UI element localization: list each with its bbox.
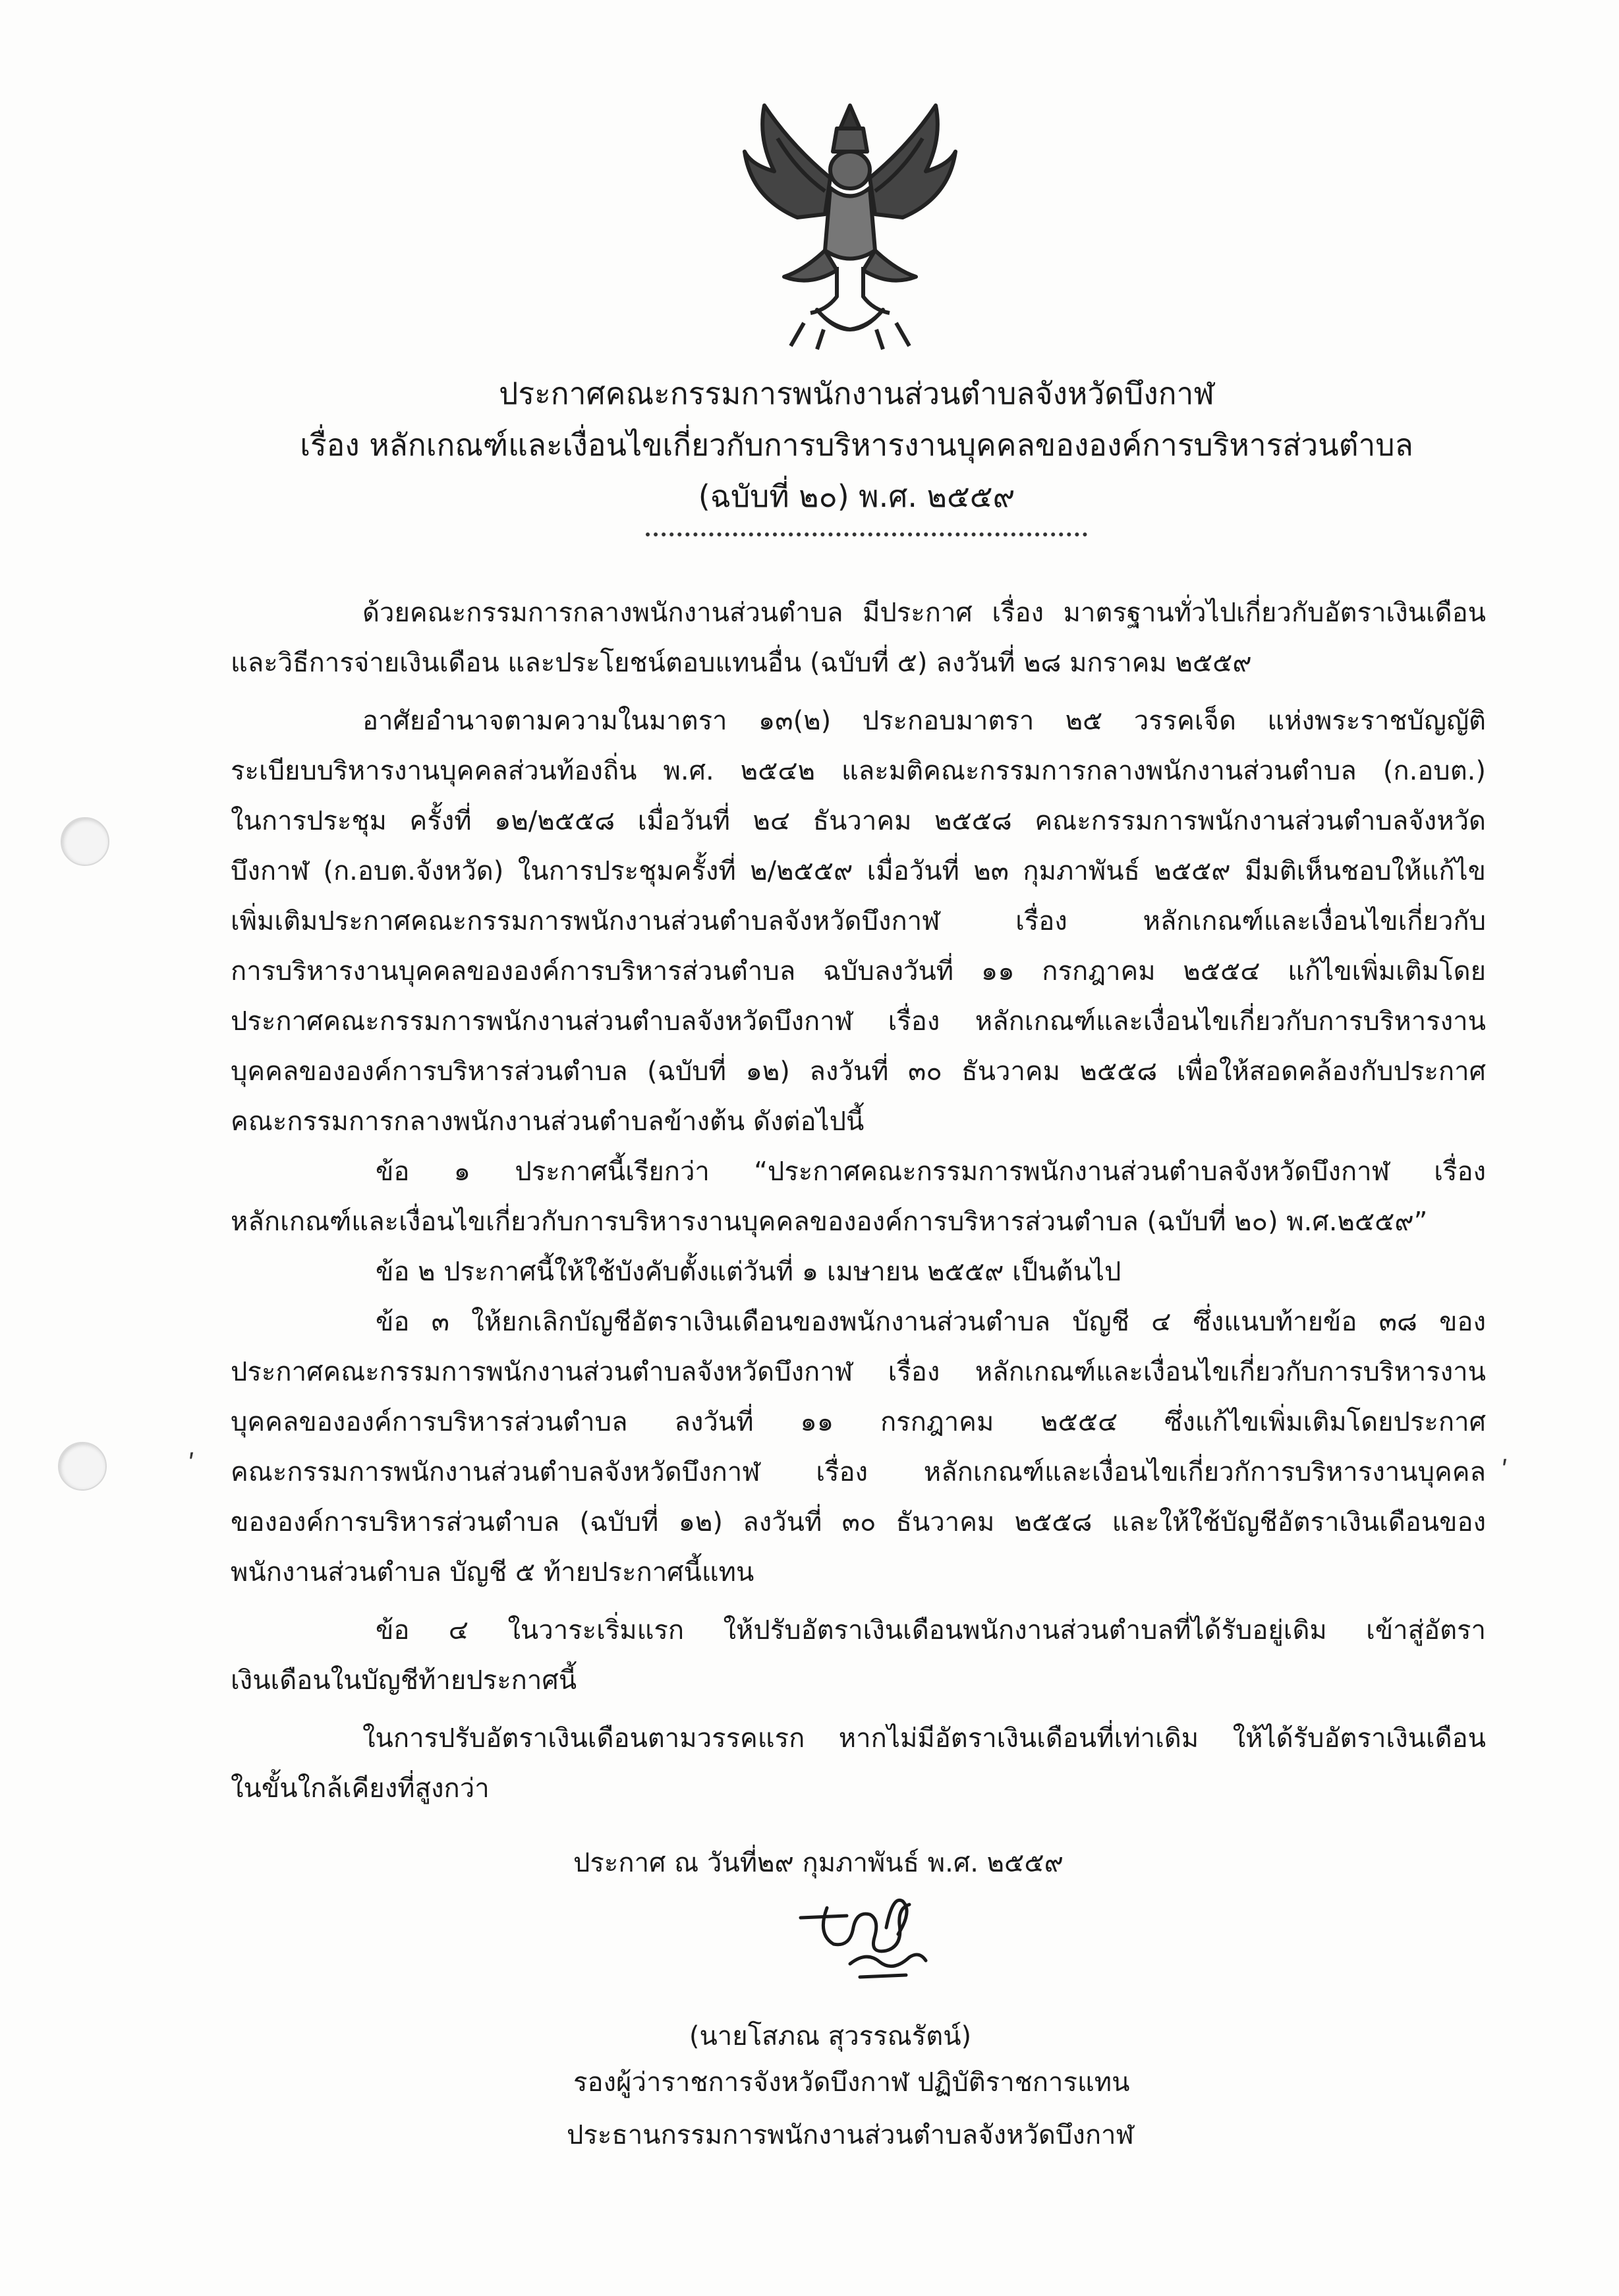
text-line: บึงกาฬ (ก.อบต.จังหวัด) ในการประชุมครั้งที่ ๒/๒๕๕๙ เมื่อวันที่ ๒๓ กุมภาพันธ์ ๒๕๕๙ มีมติเห็นชอบให้แก้ไข	[231, 856, 1486, 886]
text-line: หลักเกณฑ์และเงื่อนไขเกี่ยวกับการบริหารงานบุคคลขององค์การบริหารส่วนตำบล (ฉบับที่ ๒๐) พ.ศ.๒๕๕๙”	[231, 1207, 1428, 1237]
clause-2	[231, 1247, 1486, 1297]
text-line: ระเบียบบริหารงานบุคคลส่วนท้องถิ่น พ.ศ. ๒๕๔๒ และมติคณะกรรมการกลางพนักงานส่วนตำบล (ก.อบต.)	[231, 756, 1486, 786]
text-line: ข้อ ๒ ประกาศนี้ให้ใช้บังคับตั้งแต่วันที่ ๑ เมษายน ๒๕๕๙ เป็นต้นไป	[376, 1257, 1122, 1287]
punch-hole-bottom	[58, 1442, 107, 1491]
margin-tick-left: ʹ	[188, 1450, 196, 1480]
text-line: บุคคลขององค์การบริหารส่วนตำบล (ฉบับที่ ๑๒) ลงวันที่ ๓๐ ธันวาคม ๒๕๕๘ เพื่อให้สอดคล้องกับประกาศ	[231, 1056, 1486, 1087]
text-line: เงินเดือนในบัญชีท้ายประกาศนี้	[231, 1665, 577, 1696]
announcement-date	[573, 1842, 1364, 1884]
text-line: การบริหารงานบุคคลขององค์การบริหารส่วนตำบล ฉบับลงวันที่ ๑๑ กรกฎาคม ๒๕๕๔ แก้ไขเพิ่มเติมโดย	[231, 956, 1486, 987]
text-line: ข้อ ๓ ให้ยกเลิกบัญชีอัตราเงินเดือนของพนักงานส่วนตำบล บัญชี ๔ ซึ่งแนบท้ายข้อ ๓๘ ของ	[376, 1307, 1486, 1337]
text-line: และวิธีการจ่ายเงินเดือน และประโยชน์ตอบแทนอื่น (ฉบับที่ ๕) ลงวันที่ ๒๘ มกราคม ๒๕๕๙	[231, 648, 1252, 678]
signatory-title-deputy: รองผู้ว่าราชการจังหวัดบึงกาฬ ปฏิบัติราชการแทน	[573, 2067, 1130, 2098]
document-body	[231, 588, 1486, 1814]
text-line: ข้อ ๔ ในวาระเริ่มแรก ให้ปรับอัตราเงินเดือนพนักงานส่วนตำบลที่ได้รับอยู่เดิม เข้าสู่อัตรา	[376, 1615, 1486, 1646]
margin-tick-right: ʹ	[1501, 1456, 1509, 1487]
document-header	[198, 372, 1516, 517]
text-line: ในขั้นใกล้เคียงที่สูงกว่า	[231, 1773, 490, 1804]
text-line: อาศัยอำนาจตามความในมาตรา ๑๓(๒) ประกอบมาตรา ๒๕ วรรคเจ็ด แห่งพระราชบัญญัติ	[362, 706, 1486, 736]
paragraph-preamble	[231, 588, 1486, 688]
header-subject: เรื่อง หลักเกณฑ์และเงื่อนไขเกี่ยวกับการบริหารงานบุคคลขององค์การบริหารส่วนตำบล	[300, 427, 1413, 463]
signatory-titles	[567, 2061, 1226, 2156]
text-line: พนักงานส่วนตำบล บัญชี ๕ ท้ายประกาศนี้แทน	[231, 1557, 754, 1588]
handwritten-signature-icon	[787, 1888, 946, 1997]
paragraph-adjustment	[231, 1713, 1486, 1814]
text-line: ประกาศคณะกรรมการพนักงานส่วนตำบลจังหวัดบึงกาฬ เรื่อง หลักเกณฑ์และเงื่อนไขเกี่ยวกับการบริหารงาน	[231, 1357, 1486, 1387]
text-line: คณะกรรมการกลางพนักงานส่วนตำบลข้างต้น ดังต่อไปนี้	[231, 1106, 865, 1137]
text-line: คณะกรรมการพนักงานส่วนตำบลจังหวัดบึงกาฬ เรื่อง หลักเกณฑ์และเงื่อนไขเกี่ยวกัการบริหารงานบุคคล	[231, 1457, 1486, 1487]
header-title: ประกาศคณะกรรมการพนักงานส่วนตำบลจังหวัดบึงกาฬ	[499, 376, 1214, 411]
punch-hole-top	[61, 817, 109, 866]
text-line: ข้อ ๑ ประกาศนี้เรียกว่า “ประกาศคณะกรรมการพนักงานส่วนตำบลจังหวัดบึงกาฬ เรื่อง	[376, 1157, 1486, 1187]
text-line: เพิ่มเติมประกาศคณะกรรมการพนักงานส่วนตำบลจังหวัดบึงกาฬ เรื่อง หลักเกณฑ์และเงื่อนไขเกี่ยวกับ	[231, 906, 1486, 936]
paragraph-authority	[231, 696, 1486, 1147]
text-line: ในการประชุม ครั้งที่ ๑๒/๒๕๕๘ เมื่อวันที่ ๒๔ ธันวาคม ๒๕๕๘ คณะกรรมการพนักงานส่วนตำบลจังหวัด	[231, 806, 1486, 836]
clause-1	[231, 1147, 1486, 1247]
date-line: ประกาศ ณ วันที่๒๙ กุมภาพันธ์ พ.ศ. ๒๕๕๙	[573, 1848, 1064, 1878]
garuda-emblem-icon	[738, 99, 962, 353]
header-divider	[646, 532, 1087, 536]
text-line: บุคคลขององค์การบริหารส่วนตำบล ลงวันที่ ๑๑ กรกฎาคม ๒๕๕๔ ซึ่งแก้ไขเพิ่มเติมโดยประกาศ	[231, 1407, 1486, 1437]
signatory-name: (นายโสภณ สุวรรณรัตน์)	[689, 2021, 972, 2052]
text-line: ประกาศคณะกรรมการพนักงานส่วนตำบลจังหวัดบึงกาฬ เรื่อง หลักเกณฑ์และเงื่อนไขเกี่ยวกับการบริหารงาน	[231, 1006, 1486, 1037]
signatory-block	[567, 2015, 1094, 2057]
text-line: ในการปรับอัตราเงินเดือนตามวรรคแรก หากไม่มีอัตราเงินเดือนที่เท่าเดิม ให้ได้รับอัตราเงินเดือน	[362, 1723, 1486, 1754]
header-edition: (ฉบับที่ ๒๐) พ.ศ. ๒๕๕๙	[698, 478, 1015, 514]
clause-3	[231, 1297, 1486, 1597]
clause-4	[231, 1605, 1486, 1706]
signatory-title-chair: ประธานกรรมการพนักงานส่วนตำบลจังหวัดบึงกาฬ	[567, 2120, 1134, 2150]
text-line: ขององค์การบริหารส่วนตำบล (ฉบับที่ ๑๒) ลงวันที่ ๓๐ ธันวาคม ๒๕๕๘ และให้ใช้บัญชีอัตราเงินเดือนของ	[231, 1507, 1486, 1537]
text-line: ด้วยคณะกรรมการกลางพนักงานส่วนตำบล มีประกาศ เรื่อง มาตรฐานทั่วไปเกี่ยวกับอัตราเงินเดือน	[362, 598, 1486, 628]
